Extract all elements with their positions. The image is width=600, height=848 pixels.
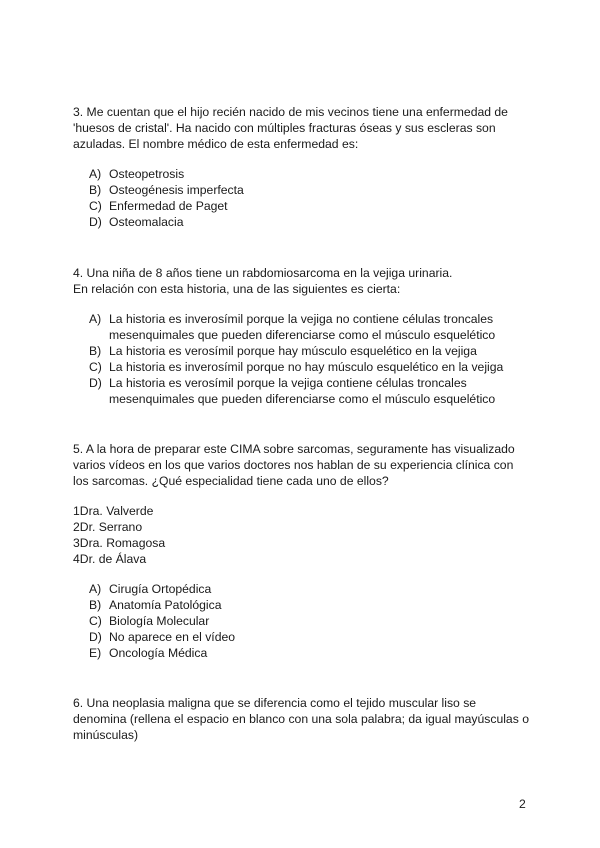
option-letter: D) [89,376,102,390]
option-letter: B) [89,598,102,612]
option-b [73,343,543,359]
option-letter: C) [89,360,102,374]
option-letter: A) [89,582,102,596]
option-c [73,613,543,629]
option-letter: A) [89,167,102,181]
question-5-options [73,581,543,661]
option-a [73,166,543,182]
option-letter: D) [89,215,102,229]
option-text: Oncología Médica [109,646,208,660]
option-text-continuation: mesenquimales que pueden diferenciarse como el músculo esquelético [109,328,496,342]
option-letter: C) [89,614,102,628]
question-5 [73,441,543,661]
option-b [73,597,543,613]
page-number: 2 [519,797,526,811]
option-text: La historia es inverosímil porque no hay músculo esquelético en la vejiga [109,360,504,374]
doctor-names-list [73,503,543,567]
question-3-line: 'huesos de cristal'. Ha nacido con múltiples fracturas óseas y sus escleras son [73,121,496,135]
option-a [73,311,543,343]
option-text: Osteopetrosis [109,167,185,181]
option-text: Cirugía Ortopédica [109,582,212,596]
question-4 [73,265,543,407]
question-3-options [73,166,543,230]
question-6 [73,695,543,743]
question-6-line: 6. Una neoplasia maligna que se diferencia como el tejido muscular liso se [73,696,477,710]
option-letter: D) [89,630,102,644]
option-text: La historia es verosímil porque la vejiga contiene células troncales [109,376,467,390]
option-letter: A) [89,312,102,326]
option-text: Osteomalacia [109,215,184,229]
option-text-continuation: mesenquimales que pueden diferenciarse como el músculo esquelético [109,392,496,406]
option-d [73,629,543,645]
option-d [73,214,543,230]
doctor-name: 4Dr. de Álava [73,552,147,566]
option-e [73,645,543,661]
question-6-line: minúsculas) [73,728,139,742]
doctor-name: 2Dr. Serrano [73,520,143,534]
doctor-name: 1Dra. Valverde [73,504,154,518]
option-letter: E) [89,646,102,660]
option-letter: B) [89,183,102,197]
option-letter: C) [89,199,102,213]
question-5-line: varios vídeos en los que varios doctores nos hablan de su experiencia clínica con [73,458,514,472]
option-b [73,182,543,198]
option-c [73,359,543,375]
option-c [73,198,543,214]
question-4-options [73,311,543,407]
option-text: Enfermedad de Paget [109,199,228,213]
option-text: La historia es verosímil porque hay músculo esquelético en la vejiga [109,344,477,358]
option-text: Anatomía Patológica [109,598,222,612]
option-text: Osteogénesis imperfecta [109,183,244,197]
question-3-line: 3. Me cuentan que el hijo recién nacido de mis vecinos tiene una enfermedad de [73,105,508,119]
question-5-line: 5. A la hora de preparar este CIMA sobre sarcomas, seguramente has visualizado [73,442,515,456]
option-d [73,375,543,407]
option-text: No aparece en el vídeo [109,630,236,644]
option-text: Biología Molecular [109,614,210,628]
question-3-line: azuladas. El nombre médico de esta enfermedad es: [73,137,359,151]
question-6-line: denomina (rellena el espacio en blanco con una sola palabra; da igual mayúsculas o [73,712,529,726]
option-a [73,581,543,597]
question-5-line: los sarcomas. ¿Qué especialidad tiene cada uno de ellos? [73,474,389,488]
question-4-line: En relación con esta historia, una de las siguientes es cierta: [73,282,401,296]
option-text: La historia es inverosímil porque la vejiga no contiene células troncales [109,312,494,326]
option-letter: B) [89,344,102,358]
question-3 [73,104,543,230]
question-4-line: 4. Una niña de 8 años tiene un rabdomiosarcoma en la vejiga urinaria. [73,266,453,280]
doctor-name: 3Dra. Romagosa [73,536,166,550]
